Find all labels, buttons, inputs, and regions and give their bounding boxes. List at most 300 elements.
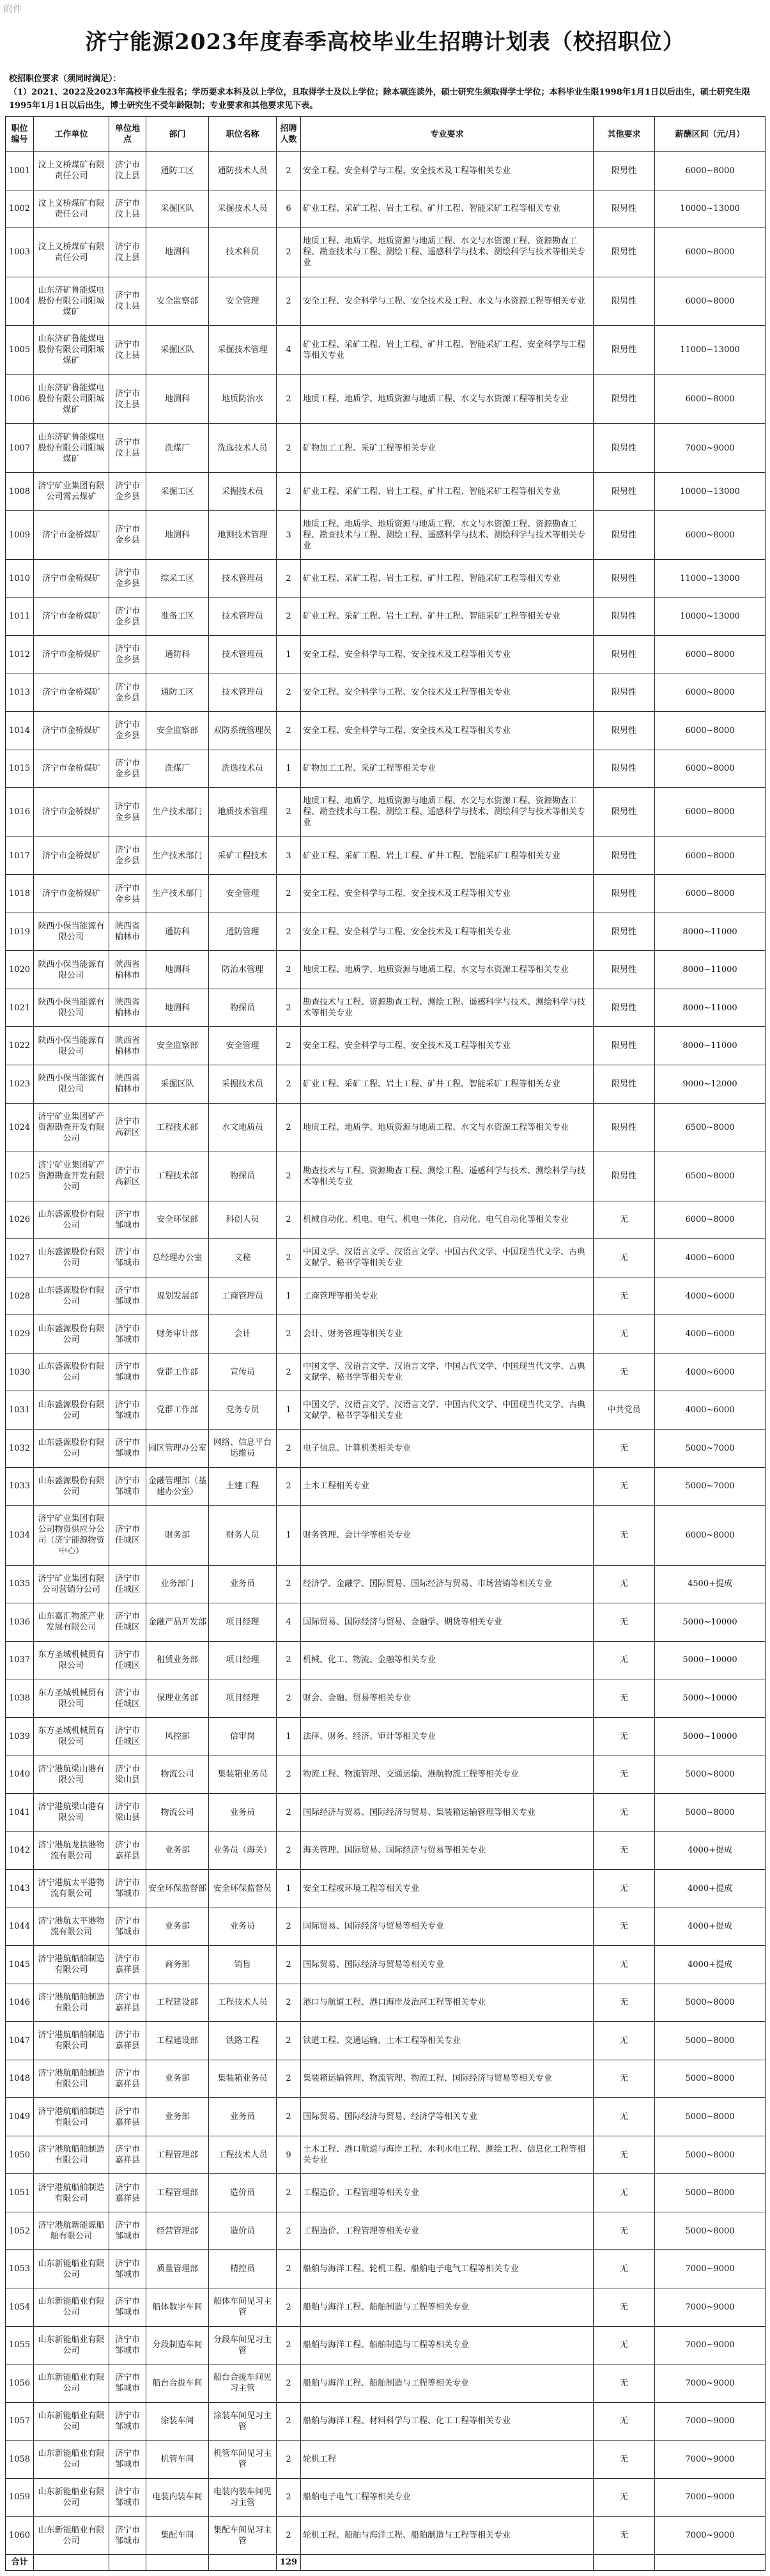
cell-position: 地质技术管理 bbox=[209, 788, 277, 837]
cell-position: 业务员（海关） bbox=[209, 1832, 277, 1870]
cell-position: 会计 bbox=[209, 1315, 277, 1354]
cell-salary: 7000~9000 bbox=[655, 2326, 766, 2364]
cell-job-id: 1006 bbox=[6, 374, 34, 424]
table-header-row bbox=[6, 117, 766, 152]
total-row bbox=[6, 2554, 766, 2570]
cell-position: 党务专员 bbox=[209, 1391, 277, 1430]
cell-unit: 山东盛源股份有限公司 bbox=[34, 1429, 109, 1467]
cell-unit: 济宁港航船舶制造有限公司 bbox=[34, 2060, 109, 2098]
cell-location: 济宁市嘉祥县 bbox=[109, 2060, 146, 2098]
table-row bbox=[6, 374, 766, 424]
cell-position: 分段车间见习主管 bbox=[209, 2326, 277, 2364]
cell-major: 港口与航道工程、港口海岸及治河工程等相关专业 bbox=[301, 1984, 594, 2022]
cell-job-id: 1049 bbox=[6, 2098, 34, 2136]
cell-location: 济宁市邹城市 bbox=[109, 2517, 146, 2555]
cell-headcount: 2 bbox=[277, 1467, 301, 1506]
cell-other: 限男性 bbox=[594, 989, 655, 1027]
cell-other: 无 bbox=[594, 2250, 655, 2288]
cell-unit: 山东济矿鲁能煤电股份有限公司阳城煤矿 bbox=[34, 277, 109, 326]
cell-department: 经营管理部 bbox=[146, 2212, 209, 2250]
cell-job-id: 1032 bbox=[6, 1429, 34, 1467]
cell-location: 济宁市汶上县 bbox=[109, 424, 146, 473]
cell-headcount: 1 bbox=[277, 636, 301, 674]
cell-department: 财务审计部 bbox=[146, 1315, 209, 1354]
cell-department: 采掘区队 bbox=[146, 326, 209, 375]
cell-job-id: 1058 bbox=[6, 2441, 34, 2479]
cell-major: 矿物加工工程、采矿工程等相关专业 bbox=[301, 424, 594, 473]
cell-headcount: 2 bbox=[277, 951, 301, 989]
cell-position: 采掘技术管理 bbox=[209, 326, 277, 375]
header-position: 职位名称 bbox=[209, 117, 277, 152]
cell-salary: 8000~11000 bbox=[655, 913, 766, 951]
cell-job-id: 1037 bbox=[6, 1641, 34, 1679]
cell-unit: 山东新能船业有限公司 bbox=[34, 2402, 109, 2441]
cell-job-id: 1008 bbox=[6, 472, 34, 511]
cell-department: 物流公司 bbox=[146, 1793, 209, 1832]
cell-salary: 6000~8000 bbox=[655, 1506, 766, 1566]
cell-unit: 济宁矿业集团有限公司物资供应分公司（济宁能源物资中心） bbox=[34, 1506, 109, 1566]
cell-salary: 8000~11000 bbox=[655, 951, 766, 989]
cell-salary: 6000~8000 bbox=[655, 875, 766, 913]
cell-other: 无 bbox=[594, 1755, 655, 1794]
cell-unit: 山东嘉汇物流产业发展有限公司 bbox=[34, 1603, 109, 1642]
cell-position: 洗选技术员 bbox=[209, 750, 277, 788]
cell-position: 精控员 bbox=[209, 2250, 277, 2288]
cell-location: 济宁市汶上县 bbox=[109, 228, 146, 277]
table-row bbox=[6, 2022, 766, 2060]
total-empty-4 bbox=[209, 2554, 277, 2570]
cell-other: 限男性 bbox=[594, 837, 655, 875]
cell-department: 通防科 bbox=[146, 913, 209, 951]
table-row bbox=[6, 712, 766, 750]
cell-headcount: 2 bbox=[277, 2174, 301, 2212]
cell-department: 园区管理办公室 bbox=[146, 1429, 209, 1467]
cell-location: 陕西省榆林市 bbox=[109, 913, 146, 951]
cell-other: 限男性 bbox=[594, 750, 655, 788]
total-headcount: 129 bbox=[277, 2554, 301, 2570]
cell-other: 无 bbox=[594, 2022, 655, 2060]
cell-salary: 4000+提成 bbox=[655, 1946, 766, 1984]
cell-salary: 5000~8000 bbox=[655, 1984, 766, 2022]
cell-salary: 4000~6000 bbox=[655, 1353, 766, 1391]
cell-headcount: 2 bbox=[277, 2441, 301, 2479]
cell-location: 济宁市邹城市 bbox=[109, 1467, 146, 1506]
cell-department: 安全监察部 bbox=[146, 1027, 209, 1065]
cell-unit: 山东新能船业有限公司 bbox=[34, 2517, 109, 2555]
table-row bbox=[6, 2136, 766, 2174]
cell-salary: 6000~8000 bbox=[655, 750, 766, 788]
cell-headcount: 3 bbox=[277, 511, 301, 560]
table-row bbox=[6, 1832, 766, 1870]
cell-major: 船舶与海洋工程、轮机工程、船舶电子电气工程等相关专业 bbox=[301, 2250, 594, 2288]
cell-job-id: 1028 bbox=[6, 1277, 34, 1315]
cell-other: 无 bbox=[594, 1277, 655, 1315]
cell-job-id: 1011 bbox=[6, 598, 34, 636]
cell-headcount: 4 bbox=[277, 326, 301, 375]
cell-department: 金融管理部（基建办公室） bbox=[146, 1467, 209, 1506]
cell-salary: 5000~10000 bbox=[655, 1717, 766, 1755]
cell-location: 济宁市邹城市 bbox=[109, 1908, 146, 1946]
cell-job-id: 1024 bbox=[6, 1103, 34, 1152]
cell-major: 矿业工程、采矿工程、岩土工程、矿井工程、智能采矿工程等相关专业 bbox=[301, 472, 594, 511]
cell-headcount: 9 bbox=[277, 2136, 301, 2174]
cell-job-id: 1039 bbox=[6, 1717, 34, 1755]
cell-other: 限男性 bbox=[594, 913, 655, 951]
cell-major: 安全工程、安全科学与工程、安全技术及工程等相关专业 bbox=[301, 636, 594, 674]
table-row bbox=[6, 2060, 766, 2098]
cell-other: 无 bbox=[594, 2136, 655, 2174]
cell-headcount: 2 bbox=[277, 1429, 301, 1467]
cell-unit: 济宁市金桥煤矿 bbox=[34, 598, 109, 636]
total-empty-6 bbox=[594, 2554, 655, 2570]
cell-other: 无 bbox=[594, 1984, 655, 2022]
cell-department: 业务部 bbox=[146, 1832, 209, 1870]
cell-headcount: 2 bbox=[277, 788, 301, 837]
cell-headcount: 2 bbox=[277, 374, 301, 424]
cell-department: 集配车间 bbox=[146, 2517, 209, 2555]
table-row bbox=[6, 2212, 766, 2250]
cell-major: 安全工程、安全科学与工程、安全技术及工程等相关专业 bbox=[301, 1027, 594, 1065]
cell-unit: 济宁港航船舶制造有限公司 bbox=[34, 2136, 109, 2174]
cell-unit: 山东新能船业有限公司 bbox=[34, 2478, 109, 2517]
table-row bbox=[6, 1315, 766, 1354]
cell-salary: 11000~13000 bbox=[655, 559, 766, 598]
attachment-label: 附件 bbox=[4, 4, 22, 15]
cell-unit: 济宁市金桥煤矿 bbox=[34, 750, 109, 788]
cell-location: 济宁市梁山县 bbox=[109, 1755, 146, 1794]
cell-position: 项目经理 bbox=[209, 1641, 277, 1679]
cell-position: 网络、信息平台运维员 bbox=[209, 1429, 277, 1467]
cell-other: 无 bbox=[594, 1832, 655, 1870]
cell-major: 船舶与海洋工程、材料科学与工程、化工工程等相关专业 bbox=[301, 2402, 594, 2441]
cell-headcount: 2 bbox=[277, 712, 301, 750]
cell-major: 地质工程、地质学、地质资源与地质工程、水文与水资源工程、资源勘查工程、勘查技术与工程、测绘工程、遥感科学与技术、测绘科学与技术等相关专业 bbox=[301, 788, 594, 837]
cell-department: 金融产品开发部 bbox=[146, 1603, 209, 1642]
cell-department: 业务部 bbox=[146, 2060, 209, 2098]
cell-major: 经济学、金融学、国际贸易、国际经济与贸易、市场营销等相关专业 bbox=[301, 1565, 594, 1603]
cell-job-id: 1047 bbox=[6, 2022, 34, 2060]
cell-position: 铁路工程 bbox=[209, 2022, 277, 2060]
cell-position: 采掘技术员 bbox=[209, 472, 277, 511]
cell-unit: 山东盛源股份有限公司 bbox=[34, 1277, 109, 1315]
cell-location: 济宁市邹城市 bbox=[109, 2250, 146, 2288]
cell-location: 济宁市金乡县 bbox=[109, 472, 146, 511]
cell-major: 安全工程、安全科学与工程、安全技术及工程等相关专业 bbox=[301, 913, 594, 951]
cell-position: 电装内装车间见习主管 bbox=[209, 2478, 277, 2517]
cell-major: 地质工程、地质学、地质资源与地质工程、水文与水资源工程等相关专业 bbox=[301, 374, 594, 424]
cell-job-id: 1021 bbox=[6, 989, 34, 1027]
cell-other: 无 bbox=[594, 1467, 655, 1506]
cell-salary: 4500+提成 bbox=[655, 1565, 766, 1603]
cell-job-id: 1051 bbox=[6, 2174, 34, 2212]
cell-location: 济宁市邹城市 bbox=[109, 2212, 146, 2250]
table-row bbox=[6, 511, 766, 560]
cell-salary: 9000~12000 bbox=[655, 1065, 766, 1104]
cell-salary: 7000~9000 bbox=[655, 424, 766, 473]
cell-major: 土木工程、港口航道与海岸工程、水利水电工程、测绘工程、信息化工程等相关专业 bbox=[301, 2136, 594, 2174]
total-empty-7 bbox=[655, 2554, 766, 2570]
cell-major: 轮机工程 bbox=[301, 2441, 594, 2479]
cell-other: 无 bbox=[594, 2364, 655, 2403]
header-unit: 工作单位 bbox=[34, 117, 109, 152]
cell-position: 技术管理员 bbox=[209, 636, 277, 674]
cell-unit: 济宁矿业集团有限公司霄云煤矿 bbox=[34, 472, 109, 511]
cell-major: 财会、金融、贸易等相关专业 bbox=[301, 1679, 594, 1718]
cell-other: 无 bbox=[594, 2478, 655, 2517]
cell-position: 船体车间见习主管 bbox=[209, 2288, 277, 2326]
cell-headcount: 2 bbox=[277, 1201, 301, 1239]
cell-headcount: 2 bbox=[277, 2478, 301, 2517]
cell-position: 业务员 bbox=[209, 2098, 277, 2136]
cell-department: 安全环保部 bbox=[146, 1201, 209, 1239]
cell-other: 限男性 bbox=[594, 277, 655, 326]
cell-headcount: 2 bbox=[277, 2288, 301, 2326]
cell-department: 风控部 bbox=[146, 1717, 209, 1755]
cell-unit: 东方圣城机械贸有限公司 bbox=[34, 1717, 109, 1755]
cell-other: 无 bbox=[594, 1869, 655, 1908]
cell-unit: 济宁港航梁山港有限公司 bbox=[34, 1755, 109, 1794]
recruitment-table bbox=[5, 116, 766, 2571]
cell-location: 济宁市汶上县 bbox=[109, 374, 146, 424]
table-row bbox=[6, 326, 766, 375]
cell-location: 济宁市任城区 bbox=[109, 1565, 146, 1603]
cell-position: 集装箱业务员 bbox=[209, 2060, 277, 2098]
cell-major: 财务管理、会计学等相关专业 bbox=[301, 1506, 594, 1566]
cell-department: 工程技术部 bbox=[146, 1152, 209, 1201]
table-row bbox=[6, 1679, 766, 1718]
cell-location: 济宁市邹城市 bbox=[109, 1201, 146, 1239]
header-salary: 薪酬区间（元/月） bbox=[655, 117, 766, 152]
cell-major: 安全工程或环境工程等相关专业 bbox=[301, 1869, 594, 1908]
cell-position: 宣传员 bbox=[209, 1353, 277, 1391]
table-row bbox=[6, 1103, 766, 1152]
cell-headcount: 2 bbox=[277, 1027, 301, 1065]
cell-unit: 山东盛源股份有限公司 bbox=[34, 1315, 109, 1354]
cell-major: 安全工程、安全科学与工程、安全技术及工程等相关专业 bbox=[301, 674, 594, 712]
cell-position: 物探员 bbox=[209, 1152, 277, 1201]
cell-major: 安全工程、安全科学与工程、安全技术及工程、水文与水资源工程等相关专业 bbox=[301, 277, 594, 326]
table-row bbox=[6, 1391, 766, 1430]
cell-unit: 汶上义桥煤矿有限责任公司 bbox=[34, 152, 109, 190]
cell-other: 限男性 bbox=[594, 1027, 655, 1065]
cell-location: 济宁市高新区 bbox=[109, 1152, 146, 1201]
cell-major: 安全工程、安全科学与工程、安全技术及工程等相关专业 bbox=[301, 152, 594, 190]
cell-job-id: 1005 bbox=[6, 326, 34, 375]
cell-unit: 山东盛源股份有限公司 bbox=[34, 1391, 109, 1430]
cell-department: 船台合拢车间 bbox=[146, 2364, 209, 2403]
cell-position: 双防系统管理员 bbox=[209, 712, 277, 750]
cell-department: 通防工区 bbox=[146, 674, 209, 712]
table-row bbox=[6, 1239, 766, 1277]
table-row bbox=[6, 424, 766, 473]
cell-salary: 4000+提成 bbox=[655, 1869, 766, 1908]
cell-position: 安全管理 bbox=[209, 875, 277, 913]
cell-headcount: 3 bbox=[277, 837, 301, 875]
cell-position: 文秘 bbox=[209, 1239, 277, 1277]
cell-headcount: 1 bbox=[277, 1869, 301, 1908]
cell-job-id: 1012 bbox=[6, 636, 34, 674]
header-location: 单位地点 bbox=[109, 117, 146, 152]
cell-position: 集配车间见习主管 bbox=[209, 2517, 277, 2555]
cell-position: 洗选技术人员 bbox=[209, 424, 277, 473]
cell-location: 济宁市金乡县 bbox=[109, 875, 146, 913]
table-row bbox=[6, 1641, 766, 1679]
cell-salary: 7000~9000 bbox=[655, 2364, 766, 2403]
cell-major: 轮机工程、船舶与海洋工程、船舶制造与工程等相关专业 bbox=[301, 2517, 594, 2555]
cell-job-id: 1042 bbox=[6, 1832, 34, 1870]
cell-job-id: 1046 bbox=[6, 1984, 34, 2022]
cell-location: 济宁市梁山县 bbox=[109, 1793, 146, 1832]
cell-headcount: 2 bbox=[277, 1565, 301, 1603]
cell-location: 济宁市邹城市 bbox=[109, 1277, 146, 1315]
cell-job-id: 1038 bbox=[6, 1679, 34, 1718]
cell-department: 机管车间 bbox=[146, 2441, 209, 2479]
cell-position: 防治水管理 bbox=[209, 951, 277, 989]
cell-headcount: 2 bbox=[277, 2517, 301, 2555]
cell-department: 准备工区 bbox=[146, 598, 209, 636]
cell-job-id: 1060 bbox=[6, 2517, 34, 2555]
cell-location: 济宁市汶上县 bbox=[109, 152, 146, 190]
cell-location: 陕西省榆林市 bbox=[109, 1027, 146, 1065]
cell-department: 工程管理部 bbox=[146, 2136, 209, 2174]
cell-location: 济宁市邹城市 bbox=[109, 1391, 146, 1430]
cell-major: 国际经济与贸易、国际经济与贸易、集装箱运输管理等相关专业 bbox=[301, 1793, 594, 1832]
cell-position: 安全环保监督员 bbox=[209, 1869, 277, 1908]
cell-major: 工程造价、工程管理等相关专业 bbox=[301, 2212, 594, 2250]
cell-major: 地质工程、地质学、地质资源与地质工程、水文与水资源工程等相关专业 bbox=[301, 1103, 594, 1152]
cell-location: 济宁市邹城市 bbox=[109, 2478, 146, 2517]
cell-job-id: 1054 bbox=[6, 2288, 34, 2326]
cell-location: 济宁市嘉祥县 bbox=[109, 1832, 146, 1870]
cell-major: 船舶与海洋工程、船舶制造与工程等相关专业 bbox=[301, 2288, 594, 2326]
cell-salary: 4000~6000 bbox=[655, 1391, 766, 1430]
cell-salary: 8000~11000 bbox=[655, 1027, 766, 1065]
table-row bbox=[6, 598, 766, 636]
cell-job-id: 1018 bbox=[6, 875, 34, 913]
cell-unit: 山东盛源股份有限公司 bbox=[34, 1353, 109, 1391]
cell-department: 安全环保监督部 bbox=[146, 1869, 209, 1908]
cell-headcount: 2 bbox=[277, 1793, 301, 1832]
cell-major: 勘查技术与工程、资源勘查工程、测绘工程、遥感科学与技术、测绘科学与技术等相关专业 bbox=[301, 989, 594, 1027]
cell-location: 济宁市金乡县 bbox=[109, 837, 146, 875]
cell-job-id: 1022 bbox=[6, 1027, 34, 1065]
cell-position: 土建工程 bbox=[209, 1467, 277, 1506]
table-row bbox=[6, 674, 766, 712]
cell-headcount: 2 bbox=[277, 1065, 301, 1104]
cell-department: 财务部 bbox=[146, 1506, 209, 1566]
cell-unit: 山东济矿鲁能煤电股份有限公司阳城煤矿 bbox=[34, 374, 109, 424]
cell-other: 限男性 bbox=[594, 875, 655, 913]
table-row bbox=[6, 1984, 766, 2022]
cell-salary: 5000~7000 bbox=[655, 1467, 766, 1506]
cell-unit: 东方圣城机械贸有限公司 bbox=[34, 1679, 109, 1718]
cell-unit: 济宁市金桥煤矿 bbox=[34, 875, 109, 913]
cell-location: 济宁市高新区 bbox=[109, 1103, 146, 1152]
table-row bbox=[6, 190, 766, 228]
cell-job-id: 1015 bbox=[6, 750, 34, 788]
cell-position: 造价员 bbox=[209, 2174, 277, 2212]
total-empty-2 bbox=[109, 2554, 146, 2570]
cell-major: 机械、化工、物流、金融等相关专业 bbox=[301, 1641, 594, 1679]
table-row bbox=[6, 1467, 766, 1506]
cell-department: 地测科 bbox=[146, 228, 209, 277]
cell-headcount: 2 bbox=[277, 989, 301, 1027]
cell-other: 无 bbox=[594, 1201, 655, 1239]
cell-salary: 5000~8000 bbox=[655, 2060, 766, 2098]
table-row bbox=[6, 788, 766, 837]
cell-salary: 7000~9000 bbox=[655, 2478, 766, 2517]
cell-department: 质量管理部 bbox=[146, 2250, 209, 2288]
cell-job-id: 1041 bbox=[6, 1793, 34, 1832]
cell-department: 党群工作部 bbox=[146, 1391, 209, 1430]
cell-job-id: 1016 bbox=[6, 788, 34, 837]
cell-salary: 6000~8000 bbox=[655, 277, 766, 326]
cell-unit: 山东新能船业有限公司 bbox=[34, 2288, 109, 2326]
cell-headcount: 2 bbox=[277, 1353, 301, 1391]
cell-position: 集装箱业务员 bbox=[209, 1755, 277, 1794]
table-row bbox=[6, 1506, 766, 1566]
cell-position: 业务员 bbox=[209, 1793, 277, 1832]
cell-position: 技术管理员 bbox=[209, 559, 277, 598]
cell-unit: 山东盛源股份有限公司 bbox=[34, 1467, 109, 1506]
cell-headcount: 2 bbox=[277, 2364, 301, 2403]
cell-headcount: 1 bbox=[277, 1391, 301, 1430]
cell-salary: 5000~8000 bbox=[655, 2022, 766, 2060]
cell-department: 生产技术部门 bbox=[146, 837, 209, 875]
cell-other: 无 bbox=[594, 2441, 655, 2479]
cell-position: 销售 bbox=[209, 1946, 277, 1984]
table-row bbox=[6, 1793, 766, 1832]
cell-other: 限男性 bbox=[594, 424, 655, 473]
cell-major: 勘查技术与工程、资源勘查工程、测绘工程、遥感科学与技术、测绘科学与技术等相关专业 bbox=[301, 1152, 594, 1201]
cell-other: 无 bbox=[594, 1793, 655, 1832]
cell-major: 矿物加工工程、采矿工程等相关专业 bbox=[301, 750, 594, 788]
cell-job-id: 1013 bbox=[6, 674, 34, 712]
cell-position: 机管车间见习主管 bbox=[209, 2441, 277, 2479]
cell-position: 造价员 bbox=[209, 2212, 277, 2250]
cell-unit: 山东新能船业有限公司 bbox=[34, 2326, 109, 2364]
cell-salary: 4000+提成 bbox=[655, 1908, 766, 1946]
table-row bbox=[6, 1946, 766, 1984]
cell-headcount: 2 bbox=[277, 2022, 301, 2060]
table-row bbox=[6, 2288, 766, 2326]
table-row bbox=[6, 2441, 766, 2479]
cell-major: 国际贸易、国际经济与贸易、经济学等相关专业 bbox=[301, 2098, 594, 2136]
requirements-heading: 校招职位要求（须同时满足）： bbox=[9, 74, 121, 84]
cell-location: 济宁市任城区 bbox=[109, 1641, 146, 1679]
cell-major: 工程造价、工程管理等相关专业 bbox=[301, 2174, 594, 2212]
cell-job-id: 1029 bbox=[6, 1315, 34, 1354]
cell-headcount: 2 bbox=[277, 1152, 301, 1201]
cell-location: 济宁市汶上县 bbox=[109, 277, 146, 326]
cell-position: 船台合拢车间见习主管 bbox=[209, 2364, 277, 2403]
table-row bbox=[6, 2326, 766, 2364]
cell-major: 机械自动化、机电、电气、机电一体化、自动化、电气自动化等相关专业 bbox=[301, 1201, 594, 1239]
table-row bbox=[6, 277, 766, 326]
cell-salary: 5000~10000 bbox=[655, 1603, 766, 1642]
cell-other: 限男性 bbox=[594, 712, 655, 750]
cell-department: 工程建设部 bbox=[146, 1984, 209, 2022]
cell-salary: 5000~8000 bbox=[655, 2136, 766, 2174]
cell-department: 通防工区 bbox=[146, 152, 209, 190]
cell-other: 限男性 bbox=[594, 472, 655, 511]
cell-location: 济宁市邹城市 bbox=[109, 1315, 146, 1354]
cell-location: 济宁市金乡县 bbox=[109, 598, 146, 636]
cell-department: 洗煤厂 bbox=[146, 424, 209, 473]
cell-unit: 陕西小保当能源有限公司 bbox=[34, 913, 109, 951]
cell-unit: 济宁市金桥煤矿 bbox=[34, 559, 109, 598]
cell-other: 中共党员 bbox=[594, 1391, 655, 1430]
